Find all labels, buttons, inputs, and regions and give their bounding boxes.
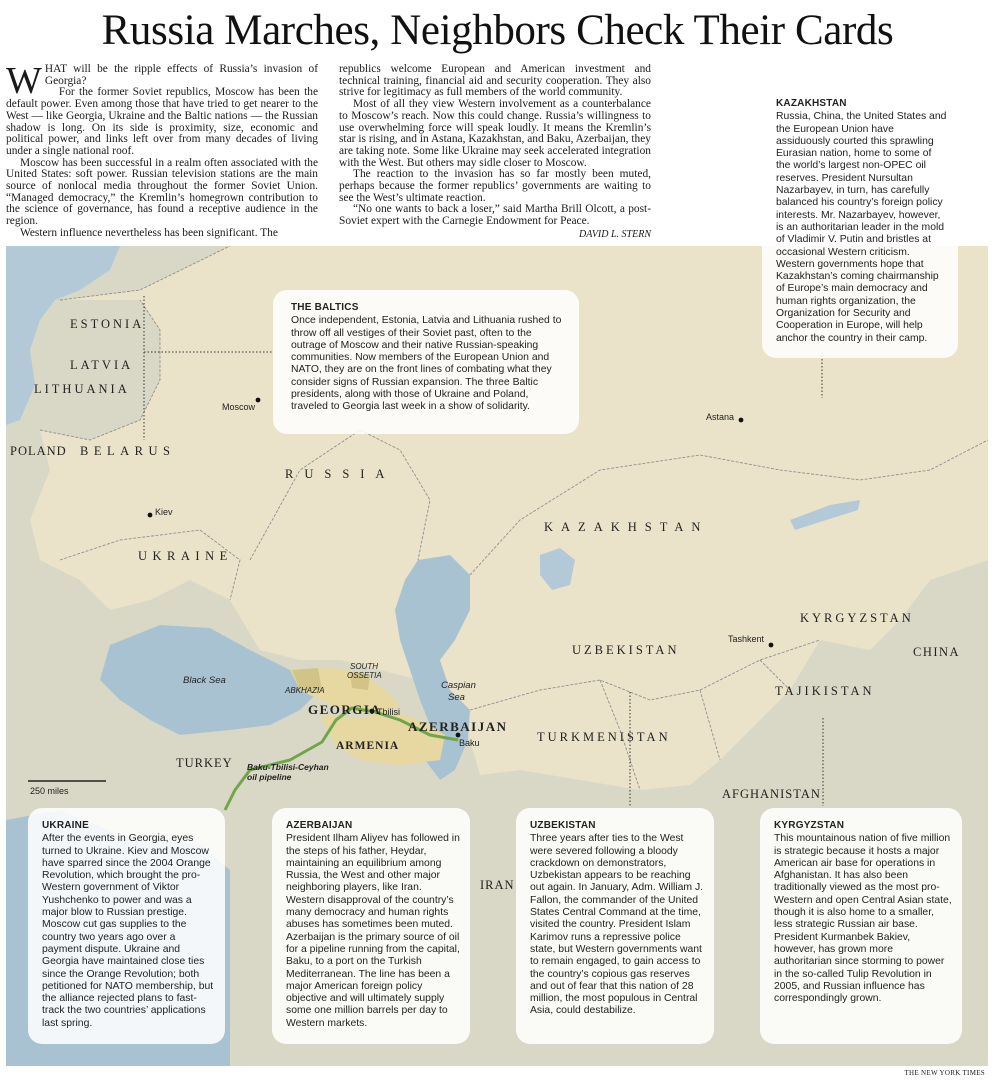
- tashkent-dot: [769, 643, 774, 648]
- article-paragraph: Moscow has been successful in a realm often associated with the United States: soft power. Russian television stations are the main source of nonlocal media throughout the former Soviet Union. “Managed democracy,” the Kremlin’s homegrown contribution to the science of governance, has found a receptive audience in the region.: [6, 156, 318, 228]
- box-title: UKRAINE: [42, 820, 89, 831]
- box-title: AZERBAIJAN: [286, 820, 353, 831]
- box-text: This mountainous nation of five million is strategic because it hosts a major American air base for operations in Afghanistan. It has also been traditionally viewed as the most pro-Western and open Central Asian state, though it is also home to a smaller, less strategic Russian air base. President Kurmanbek Bakiev, however, has grown more authoritarian since storming to power in the so-called Tulip Revolution in 2005, and Russian influence has correspondingly grown.: [774, 833, 952, 1005]
- label-latvia: LATVIA: [70, 358, 134, 372]
- article-text: HAT will be the ripple effects of Russia’s invasion of Georgia?: [44, 63, 318, 87]
- label-caspian-1: Caspian: [441, 680, 476, 691]
- label-south-ossetia-2: OSSETIA: [347, 671, 382, 680]
- box-text: Russia, China, the United States and the European Union have assiduously courted this sprawling Eurasian nation, home to some of the world’s largest non-OPEC oil reserves. President Nursultan Nazarbayev, in turn, has carefully balanced his country’s foreign policy interests. Mr. Nazarbayev, however, is an authoritarian leader in the mold of Vladimir V. Putin and bristles at occasional Western criticism. Western governments hope that Kazakhstan’s coming chairmanship of Europe’s main democracy and human rights organization, the Organization for Security and Cooperation in Europe, will help anchor the country in their camp.: [776, 111, 947, 344]
- city-moscow: Moscow: [222, 402, 256, 412]
- label-afghanistan: AFGHANISTAN: [722, 787, 821, 801]
- article-paragraph: Most of all they view Western involvement as a counterbalance to Moscow’s reach. Now this could change. Russia’s willingness to use overwhelming force will speak loudly. It means the Kremlin’s star is rising, and in Astana, Kazakhstan, and Baku, Azerbaijan, they are taking note. Some like Ukraine may seek accelerated integration with the West. But others may sidle closer to Moscow.: [339, 98, 651, 169]
- article: [6, 62, 654, 246]
- headline: Russia Marches, Neighbors Check Their Cards: [101, 7, 894, 54]
- city-astana: Astana: [706, 412, 735, 422]
- moscow-dot: [256, 398, 261, 403]
- article-column-2: [339, 64, 651, 241]
- city-kiev: Kiev: [155, 507, 173, 517]
- box-baltics: [273, 290, 579, 434]
- byline: DAVID L. STERN: [578, 228, 651, 240]
- label-pipeline-1: Baku-Tbilisi-Ceyhan: [247, 762, 329, 772]
- label-azerbaijan: AZERBAIJAN: [408, 719, 508, 734]
- box-title: THE BALTICS: [291, 302, 359, 313]
- box-kyrgyzstan: [760, 808, 962, 1044]
- box-title: KAZAKHSTAN: [776, 98, 847, 109]
- label-caspian-2: Sea: [448, 692, 465, 703]
- label-georgia: GEORGIA: [308, 702, 382, 717]
- city-tbilisi: Tbilisi: [377, 707, 401, 717]
- label-pipeline-2: oil pipeline: [247, 772, 292, 782]
- label-abkhazia: ABKHAZIA: [285, 686, 325, 695]
- box-text: After the events in Georgia, eyes turned to Ukraine. Kiev and Moscow have sparred since the 2004 Orange Revolution, which brought the pro-Western government of Viktor Yushchenko to power and was a major blow to Russian prestige. Moscow cut gas supplies to the country two years ago over a payment dispute. Ukraine and Georgia have maintained close ties since the Orange Revolution; both petitioned for NATO membership, but the alliance rejected plans to fast-track the two countries’ applications last spring.: [42, 833, 214, 1029]
- box-kazakhstan: [762, 90, 958, 358]
- box-text: Three years after ties to the West were severed following a bloody crackdown on demonstrators, Uzbekistan appears to be reaching out again. In January, Adm. William J. Fallon, the commander of the United States Central Command at the time, visited the country. President Islam Karimov runs a repressive police state, but Western governments want to remain engaged, to gain access to the country’s copious gas reserves and out of fear that this nation of 28 million, the most populous in Central Asia, could destabilize.: [530, 833, 704, 1017]
- credit: THE NEW YORK TIMES: [904, 1069, 985, 1077]
- article-paragraph: “No one wants to back a loser,” said Martha Brill Olcott, a post-Soviet expert with the Carnegie Endowment for Peace.: [339, 203, 651, 228]
- box-azerbaijan: [272, 808, 470, 1044]
- astana-dot: [739, 418, 744, 423]
- label-ukraine: UKRAINE: [138, 549, 233, 563]
- article-column-1: [6, 60, 318, 240]
- label-black-sea: Black Sea: [183, 675, 226, 686]
- label-turkey: TURKEY: [176, 756, 233, 770]
- label-kazakhstan: KAZAKHSTAN: [544, 520, 709, 534]
- box-title: UZBEKISTAN: [530, 820, 596, 831]
- dropcap: W: [6, 60, 42, 102]
- article-paragraph: Western influence nevertheless has been significant. The: [20, 226, 278, 239]
- label-russia: RUSSIA: [285, 467, 396, 481]
- label-belarus: BELARUS: [80, 444, 176, 458]
- label-kyrgyzstan: KYRGYZSTAN: [800, 611, 914, 625]
- city-baku: Baku: [459, 738, 480, 748]
- label-scale: 250 miles: [30, 786, 69, 796]
- box-text: President Ilham Aliyev has followed in the steps of his father, Heydar, maintaining an equilibrium among Russia, the West and other major neighboring players, like Iran. Western disapproval of the country’s many democracy and human rights abuses has sometimes been muted. Azerbaijan is the primary source of oil for a pipeline running from the capital, Baku, to a port on the Turkish Mediterranean. The line has been a major American foreign policy objective and will ultimately supply some one million barrels per day to Western markets.: [286, 833, 460, 1029]
- kiev-dot: [148, 513, 153, 518]
- label-poland: POLAND: [10, 444, 67, 458]
- label-uzbekistan: UZBEKISTAN: [572, 643, 680, 657]
- label-iran: IRAN: [480, 878, 515, 892]
- box-text: Once independent, Estonia, Latvia and Lithuania rushed to throw off all vestiges of their Soviet past, often to the outrage of Moscow and their native Russian-speaking communities. Now members of the European Union and NATO, they are on the front lines of combating what they consider signs of Russian expansion. The three Baltic presidents, along with those of Ukraine and Poland, traveled to Georgia last week in a show of solidarity.: [291, 315, 562, 413]
- label-armenia: ARMENIA: [336, 740, 400, 752]
- label-china: CHINA: [913, 645, 961, 659]
- city-tashkent: Tashkent: [728, 634, 765, 644]
- label-estonia: ESTONIA: [70, 317, 145, 331]
- box-ukraine: [28, 808, 225, 1044]
- box-title: KYRGYZSTAN: [774, 820, 845, 831]
- article-paragraph: For the former Soviet republics, Moscow has been the default power. Even among those that have tried to get nearer to the West — like Georgia, Ukraine and the Baltic nations — the Russian shadow is long. On its side is proximity, size, economic and political power, and links left over from many decades of living under a single national roof.: [6, 86, 318, 157]
- article-paragraph: republics welcome European and American investment and technical training, financial aid and security cooperation. They also strive for legitimacy as full members of the world community.: [339, 63, 651, 99]
- label-south-ossetia-1: SOUTH: [350, 662, 378, 671]
- label-turkmenistan: TURKMENISTAN: [537, 730, 671, 744]
- label-tajikistan: TAJIKISTAN: [775, 684, 875, 698]
- article-paragraph: The reaction to the invasion has so far mostly been muted, perhaps because the former republics’ governments are waiting to see the West’s ultimate reaction.: [339, 168, 651, 204]
- label-lithuania: LITHUANIA: [34, 382, 130, 396]
- box-uzbekistan: [516, 808, 714, 1044]
- article-paragraph: [6, 60, 318, 102]
